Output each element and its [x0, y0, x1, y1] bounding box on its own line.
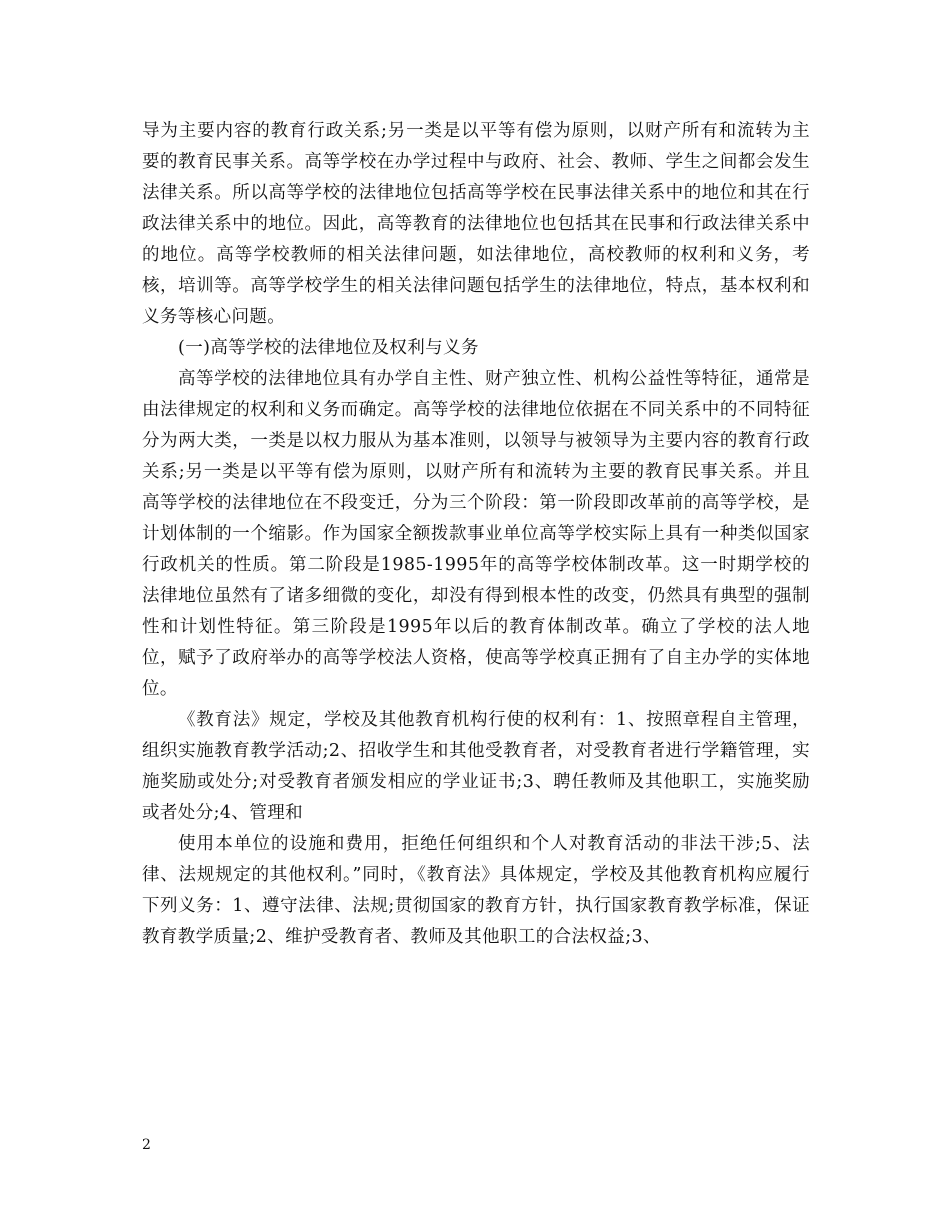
document-body	[142, 116, 810, 953]
body-paragraph-rights: 《教育法》规定，学校及其他教育机构行使的权利有：1、按照章程自主管理，组织实施教育教学活动;2、招收学生和其他受教育者，对受教育者进行学籍管理，实施奖励或处分;对受教育者颁发相应的学业证书;3、聘任教师及其他职工，实施奖励或者处分;4、管理和	[142, 710, 810, 823]
page-number: 2	[142, 1137, 151, 1153]
body-paragraph-legal-status: 高等学校的法律地位具有办学自主性、财产独立性、机构公益性等特征，通常是由法律规定的权利和义务而确定。高等学校的法律地位依据在不同关系中的不同特征分为两大类，一类是以权力服从为基本准则，以领导与被领导为主要内容的教育行政关系;另一类是以平等有偿为原则，以财产所有和流转为主要的教育民事关系。并且高等学校的法律地位在不段变迁，分为三个阶段：第一阶段即改革前的高等学校，是计划体制的一个缩影。作为国家全额拨款事业单位高等学校实际上具有一种类似国家行政机关的性质。第二阶段是1985-1995年的高等学校体制改革。这一时期学校的法律地位虽然有了诸多细微的变化，却没有得到根本性的改变，仍然具有典型的强制性和计划性特征。第三阶段是1995年以后的教育体制改革。确立了学校的法人地位，赋予了政府举办的高等学校法人资格，使高等学校真正拥有了自主办学的实体地位。	[142, 369, 810, 699]
section-heading: (一)高等学校的法律地位及权利与义务	[178, 338, 479, 358]
body-paragraph-continued: 导为主要内容的教育行政关系;另一类是以平等有偿为原则，以财产所有和流转为主要的教育民事关系。高等学校在办学过程中与政府、社会、教师、学生之间都会发生法律关系。所以高等学校的法律地位包括高等学校在民事法律关系中的地位和其在行政法律关系中的地位。因此，高等教育的法律地位也包括其在民事和行政法律关系中的地位。高等学校教师的相关法律问题，如法律地位，高校教师的权利和义务，考核，培训等。高等学校学生的相关法律问题包括学生的法律地位，特点，基本权利和义务等核心问题。	[142, 121, 810, 327]
body-paragraph-obligations: 使用本单位的设施和费用，拒绝任何组织和个人对教育活动的非法干涉;5、法律、法规规定的其他权利。”同时，《教育法》具体规定，学校及其他教育机构应履行下列义务：1、遵守法律、法规;贯彻国家的教育方针，执行国家教育教学标准，保证教育教学质量;2、维护受教育者、教师及其他职工的合法权益;3、	[142, 834, 810, 947]
